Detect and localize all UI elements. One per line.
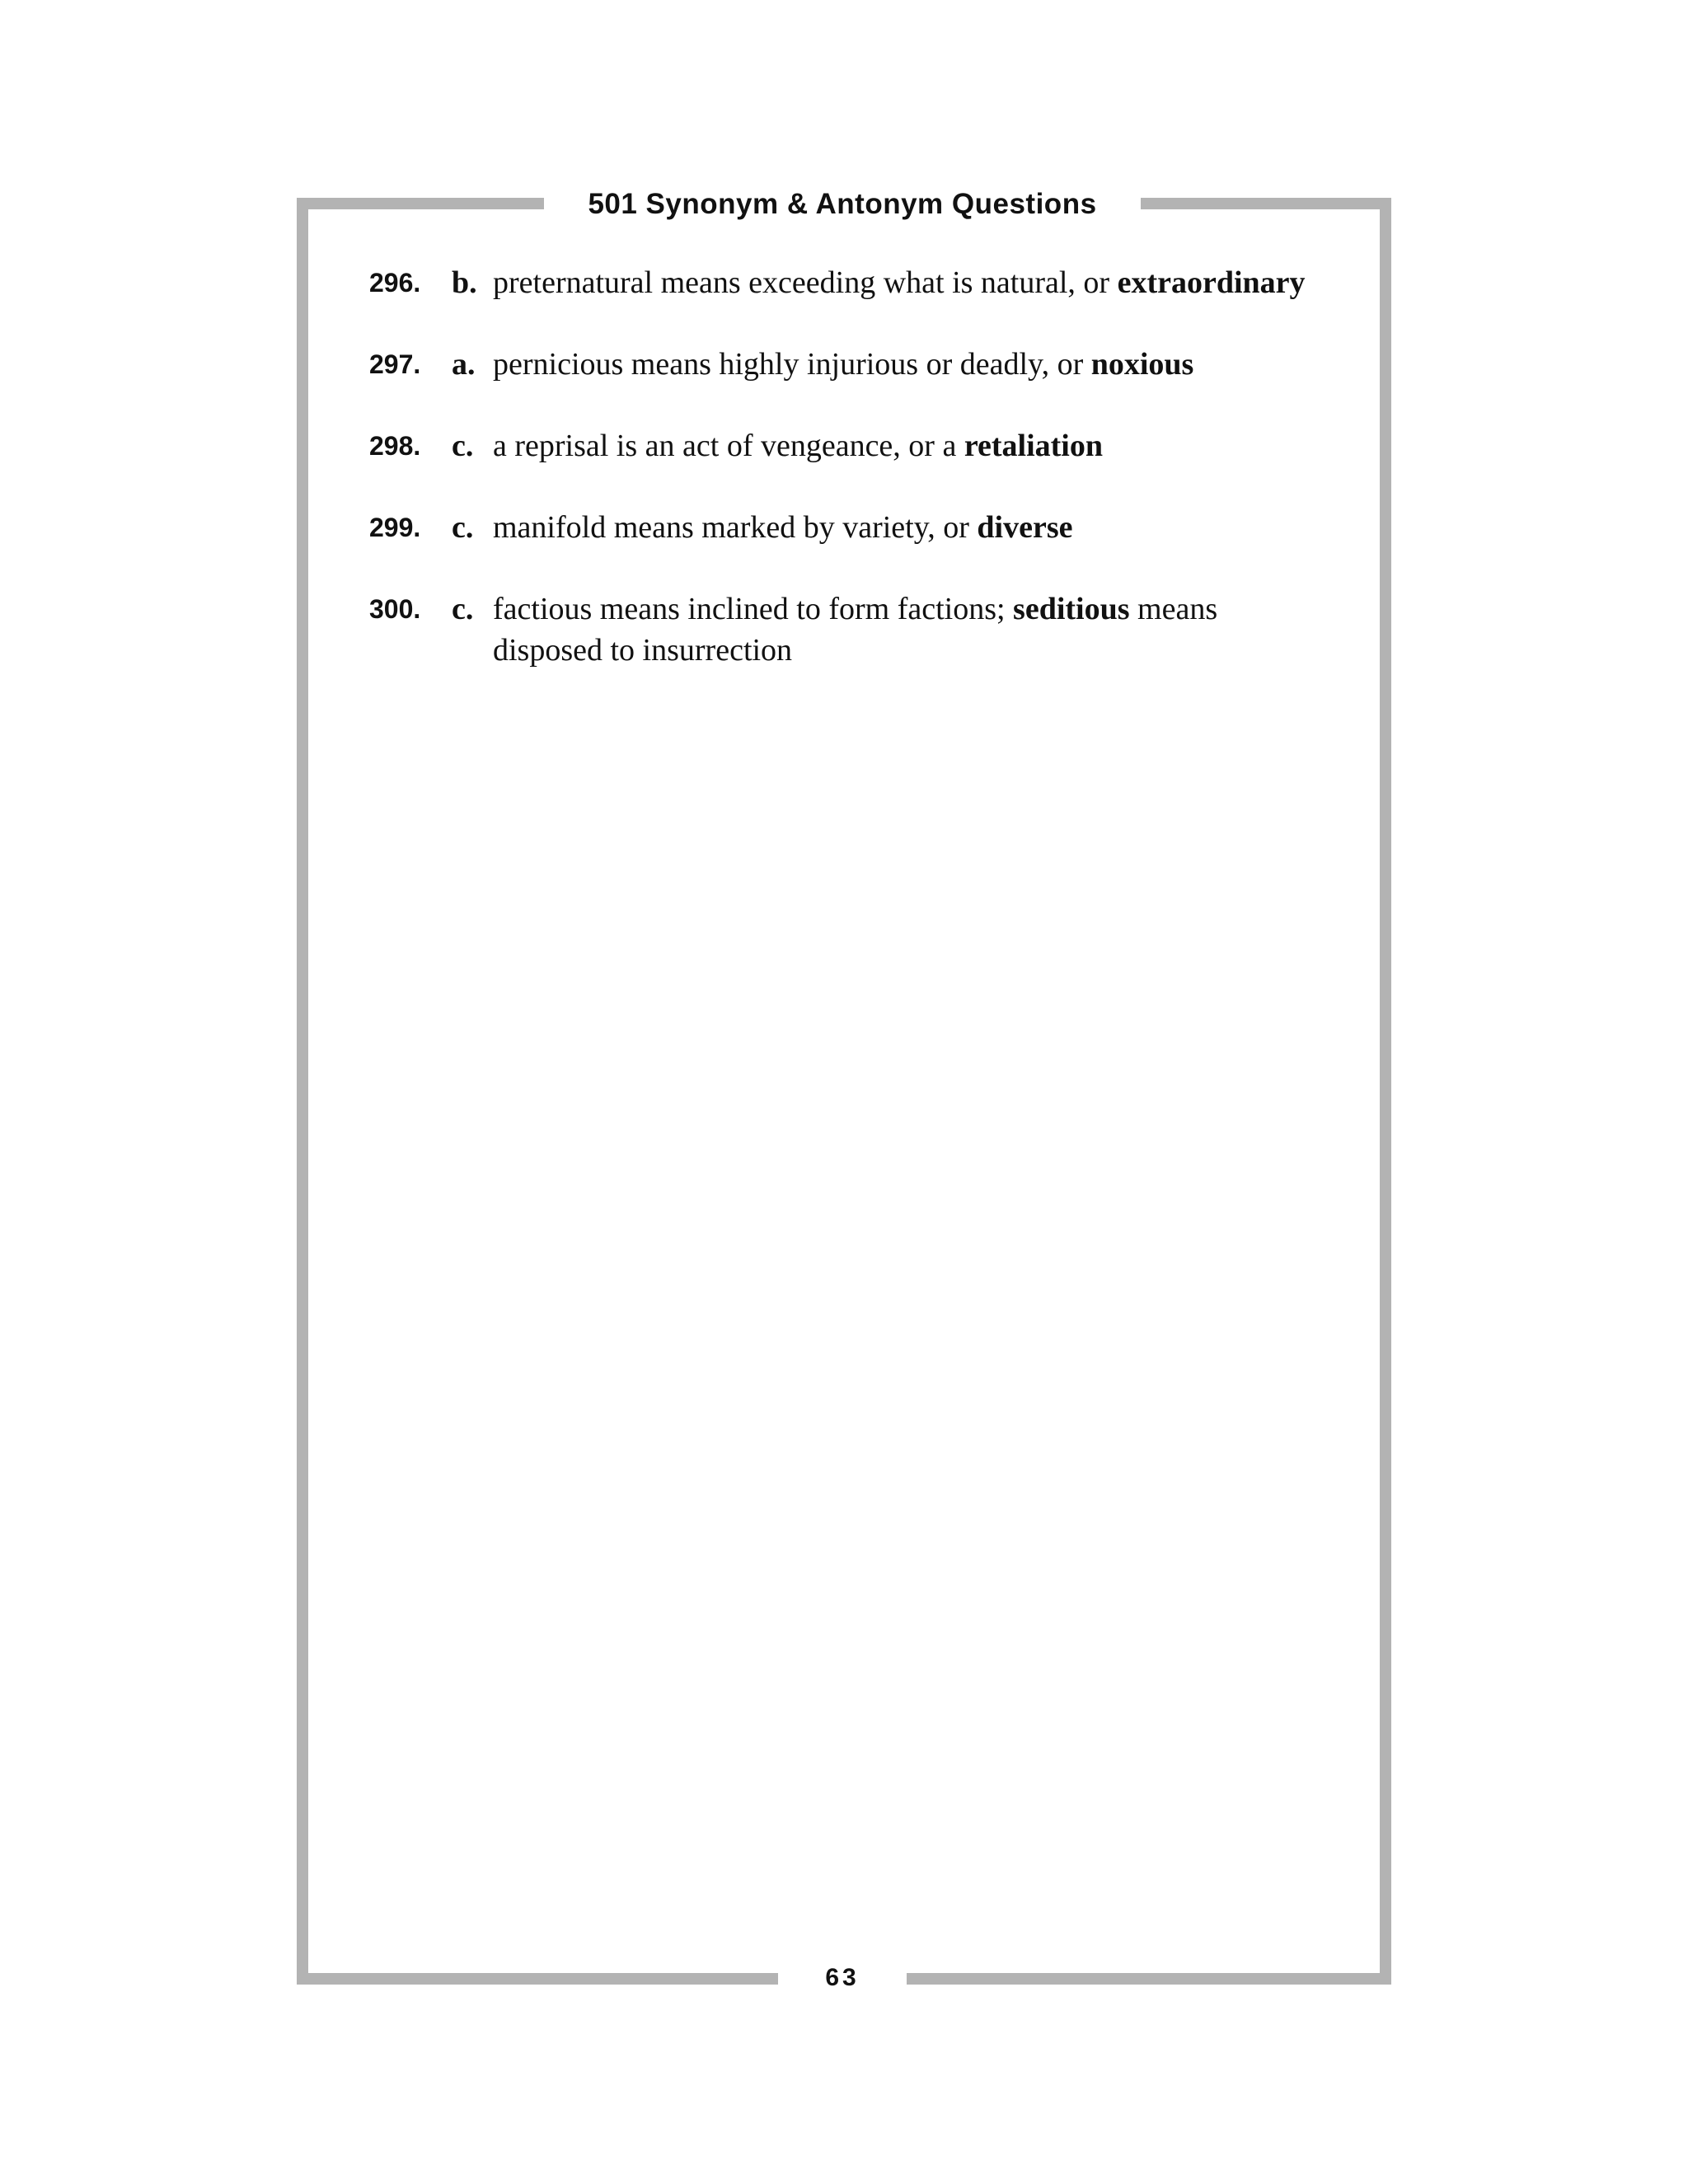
answer-number: 300. bbox=[369, 594, 421, 624]
answer-number: 296. bbox=[369, 268, 421, 298]
frame-top-right-bar bbox=[1141, 198, 1391, 209]
answer-bold-term: extraordinary bbox=[1117, 265, 1306, 300]
answer-bold-term: diverse bbox=[977, 510, 1073, 545]
answer-text-part: means disposed to insurrection bbox=[493, 592, 1218, 668]
answer-letter: c. bbox=[452, 429, 474, 463]
answer-text bbox=[493, 429, 1103, 463]
frame-right-bar bbox=[1380, 198, 1391, 1985]
answer-bold-term: seditious bbox=[1013, 592, 1130, 626]
answer-number: 298. bbox=[369, 431, 421, 461]
answer-item bbox=[369, 425, 1317, 466]
answer-text bbox=[493, 347, 1193, 382]
answer-letter: a. bbox=[452, 347, 476, 382]
answer-text-part: factious means inclined to form factions; bbox=[493, 592, 1014, 626]
frame-bottom-right-bar bbox=[907, 1973, 1391, 1985]
answer-text bbox=[493, 510, 1072, 545]
answer-item bbox=[369, 262, 1317, 303]
answer-text-part: a reprisal is an act of vengeance, or a bbox=[493, 429, 964, 463]
answer-text bbox=[493, 265, 1306, 300]
frame-left-bar bbox=[297, 198, 308, 1985]
answer-item bbox=[369, 588, 1317, 671]
answer-letter: c. bbox=[452, 510, 474, 545]
answer-item bbox=[369, 507, 1317, 548]
running-title: 501 Synonym & Antonym Questions bbox=[588, 188, 1097, 220]
answer-bold-term: retaliation bbox=[964, 429, 1103, 463]
page-number: 63 bbox=[825, 1964, 860, 1991]
answer-text bbox=[493, 592, 1217, 668]
answer-number: 299. bbox=[369, 513, 421, 542]
answer-text-part: manifold means marked by variety, or bbox=[493, 510, 978, 545]
answer-letter: b. bbox=[452, 265, 477, 300]
answer-bold-term: noxious bbox=[1090, 347, 1194, 382]
answer-text-part: pernicious means highly injurious or deadly, or bbox=[493, 347, 1091, 382]
answer-text-part: preternatural means exceeding what is natural, or bbox=[493, 265, 1118, 300]
answer-letter: c. bbox=[452, 592, 474, 626]
frame-bottom-left-bar bbox=[297, 1973, 778, 1985]
answer-list bbox=[369, 262, 1317, 711]
frame-top-left-bar bbox=[297, 198, 544, 209]
answer-number: 297. bbox=[369, 349, 421, 379]
answer-item bbox=[369, 344, 1317, 385]
